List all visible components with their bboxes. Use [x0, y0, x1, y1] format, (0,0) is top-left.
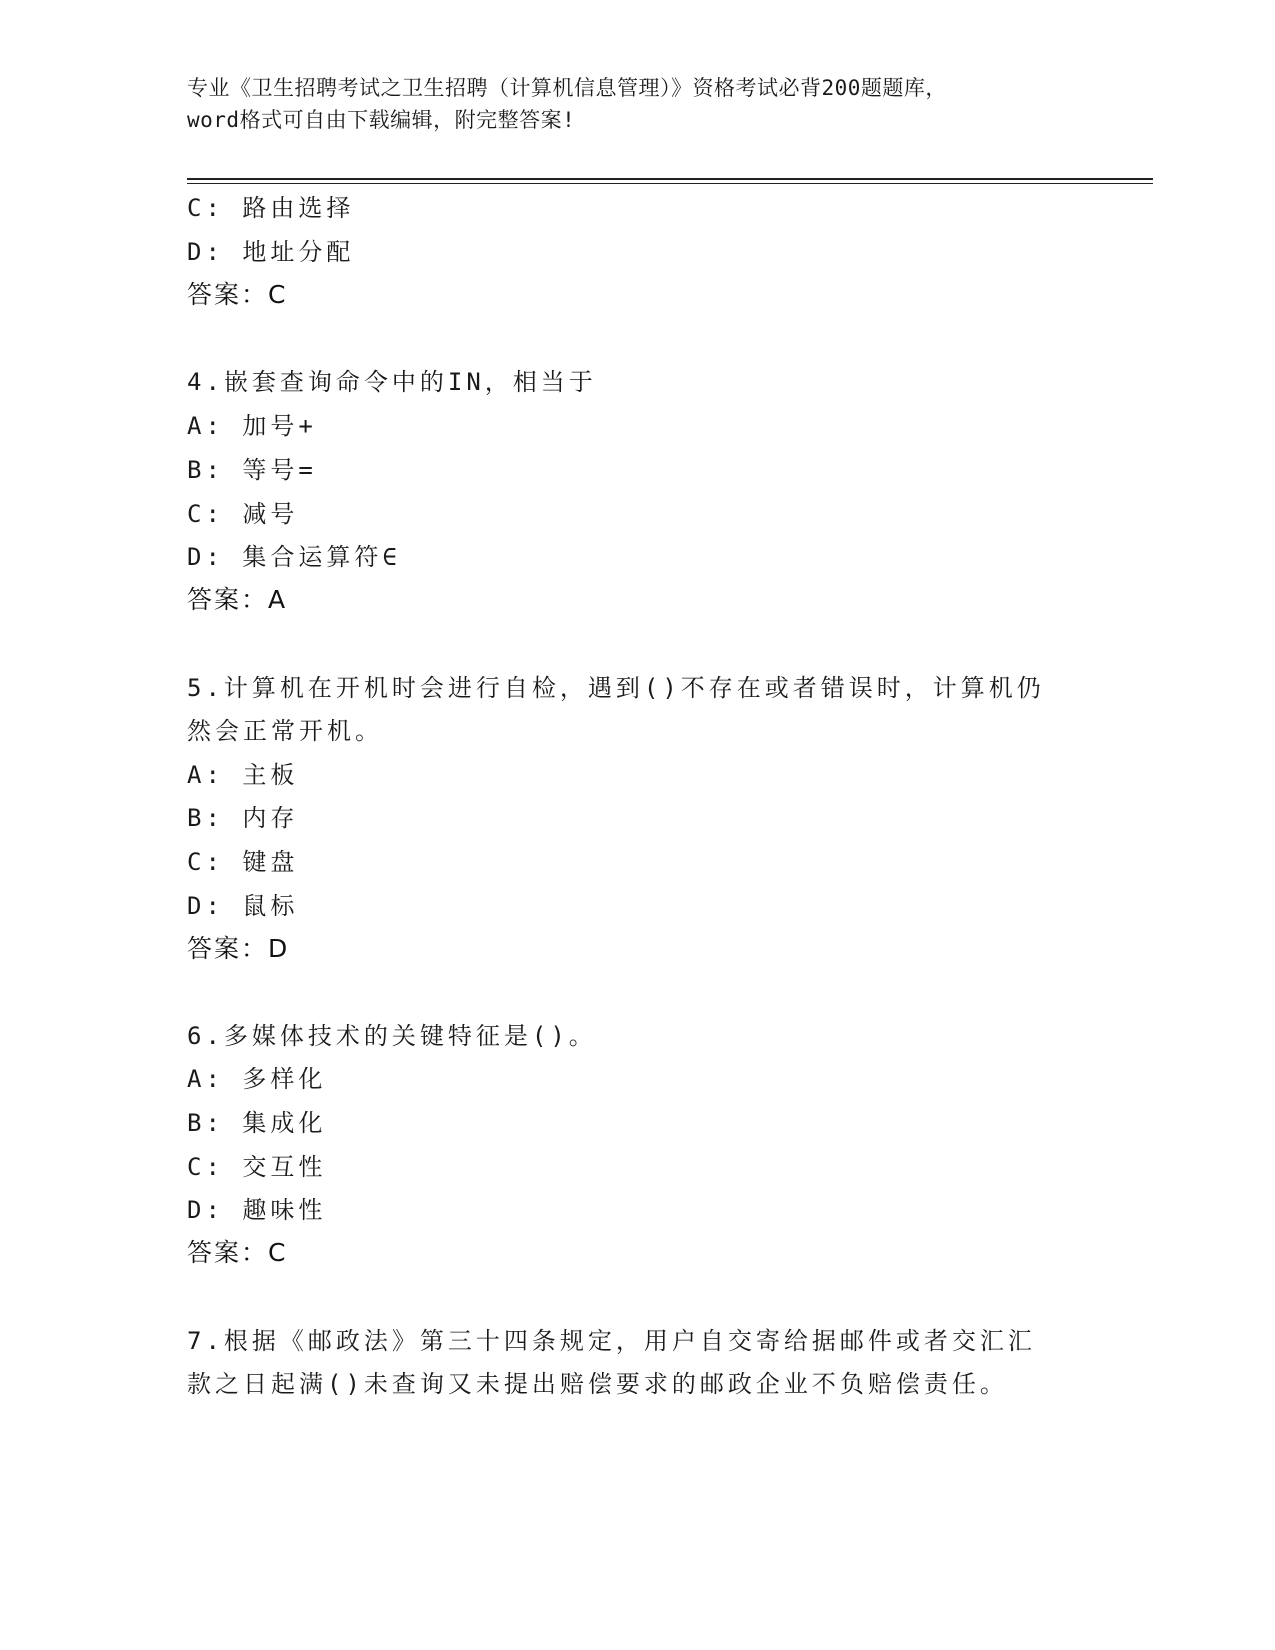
q6-option-c: C: 交互性 [187, 1153, 327, 1181]
q7-question-line2: 款之日起满()未查询又未提出赔偿要求的邮政企业不负赔偿责任。 [187, 1370, 1008, 1398]
q5-answer: 答案：D [187, 934, 290, 963]
q7-question-line1: 7.根据《邮政法》第三十四条规定，用户自交寄给据邮件或者交汇汇 [187, 1327, 1036, 1355]
q4-option-c: C: 减号 [187, 500, 299, 528]
q6-question: 6.多媒体技术的关键特征是()。 [187, 1022, 597, 1050]
q4-option-d: D: 集合运算符∈ [187, 543, 401, 571]
q3-option-c: C: 路由选择 [187, 194, 355, 222]
q5-option-b: B: 内存 [187, 804, 299, 832]
q5-option-d: D: 鼠标 [187, 892, 299, 920]
q4-answer: 答案：A [187, 585, 288, 614]
q6-answer: 答案：C [187, 1238, 288, 1267]
header-divider-thin [187, 183, 1153, 184]
q3-option-d: D: 地址分配 [187, 238, 355, 266]
header-divider-thick [187, 178, 1153, 180]
header-title-line1: 专业《卫生招聘考试之卫生招聘（计算机信息管理）》资格考试必背200题题库， [187, 76, 947, 100]
header-title-line2: word格式可自由下载编辑，附完整答案! [187, 108, 576, 132]
document-header [187, 72, 1087, 136]
q3-answer: 答案：C [187, 280, 288, 309]
q5-option-c: C: 键盘 [187, 848, 299, 876]
q4-question: 4.嵌套查询命令中的IN，相当于 [187, 368, 597, 396]
q5-question-line2: 然会正常开机。 [187, 717, 383, 745]
q4-option-b: B: 等号= [187, 456, 317, 484]
q6-option-b: B: 集成化 [187, 1109, 327, 1137]
q4-option-a: A: 加号+ [187, 412, 317, 440]
q6-option-d: D: 趣味性 [187, 1196, 327, 1224]
q5-question-line1: 5.计算机在开机时会进行自检，遇到()不存在或者错误时，计算机仍 [187, 674, 1045, 702]
q6-option-a: A: 多样化 [187, 1065, 327, 1093]
q5-option-a: A: 主板 [187, 761, 299, 789]
